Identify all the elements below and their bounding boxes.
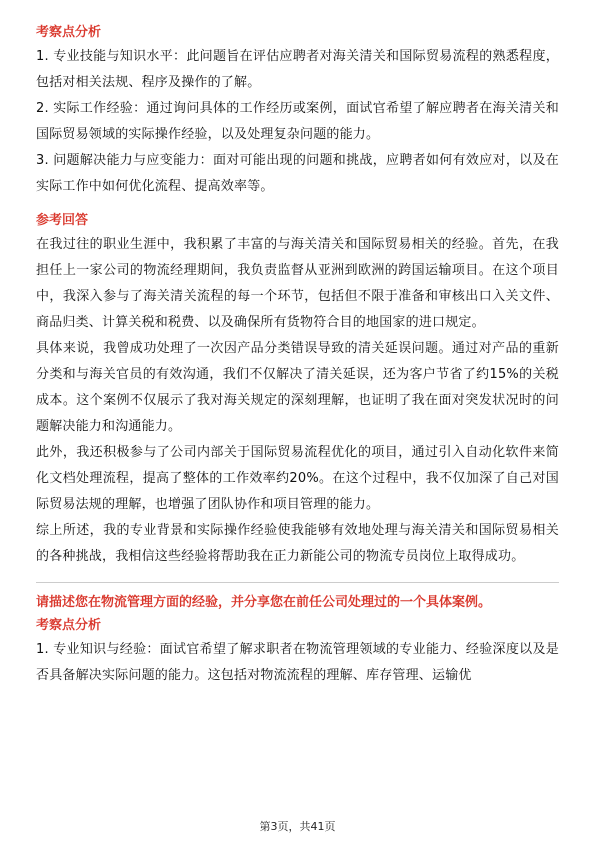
analysis-item-1: 1. 专业技能与知识水平：此问题旨在评估应聘者对海关清关和国际贸易流程的熟悉程度，包括对相关法规、程序及操作的了解。 xyxy=(36,49,559,90)
spacer xyxy=(36,200,559,210)
analysis-item-3: 3. 问题解决能力与应变能力：面对可能出现的问题和挑战，应聘者如何有效应对，以及在实际工作中如何优化流程、提高效率等。 xyxy=(36,153,559,194)
section-heading-analysis: 考察点分析 xyxy=(36,25,102,40)
analysis-item-1b: 1. 专业知识与经验：面试官希望了解求职者在物流管理领域的专业能力、经验深度以及是否具备解决实际问题的能力。这包括对物流流程的理解、库存管理、运输优 xyxy=(36,642,559,683)
page-footer: 第3页，共41页 xyxy=(259,820,336,833)
section-heading-analysis-2: 考察点分析 xyxy=(36,618,102,633)
analysis-item-2: 2. 实际工作经验：通过询问具体的工作经历或案例，面试官希望了解应聘者在海关清关和国际贸易领域的实际操作经验，以及处理复杂问题的能力。 xyxy=(36,101,559,142)
answer-paragraph-1: 在我过往的职业生涯中，我积累了丰富的与海关清关和国际贸易相关的经验。首先，在我担任上一家公司的物流经理期间，我负责监督从亚洲到欧洲的跨国运输项目。在这个项目中，我深入参与了海关清关流程的每一个环节，包括但不限于准备和审核出口入关文件、商品归类、计算关税和税费、以及确保所有货物符合目的地国家的进口规定。 xyxy=(36,237,559,330)
answer-paragraph-3: 此外，我还积极参与了公司内部关于国际贸易流程优化的项目，通过引入自动化软件来简化文档处理流程，提高了整体的工作效率约20%。在这个过程中，我不仅加深了自己对国际贸易法规的理解，也增强了团队协作和项目管理的能力。 xyxy=(36,445,559,512)
section-divider xyxy=(36,582,559,583)
document-page xyxy=(36,22,559,689)
answer-paragraph-4: 综上所述，我的专业背景和实际操作经验使我能够有效地处理与海关清关和国际贸易相关的各种挑战，我相信这些经验将帮助我在正力新能公司的物流专员岗位上取得成功。 xyxy=(36,523,559,564)
interview-question: 请描述您在物流管理方面的经验，并分享您在前任公司处理过的一个具体案例。 xyxy=(36,595,492,610)
section-heading-reference-answer: 参考回答 xyxy=(36,213,89,228)
answer-paragraph-2: 具体来说，我曾成功处理了一次因产品分类错误导致的清关延误问题。通过对产品的重新分类和与海关官员的有效沟通，我们不仅解决了清关延误，还为客户节省了约15%的关税成本。这个案例不仅展示了我对海关规定的深刻理解，也证明了我在面对突发状况时的问题解决能力和沟通能力。 xyxy=(36,341,559,434)
